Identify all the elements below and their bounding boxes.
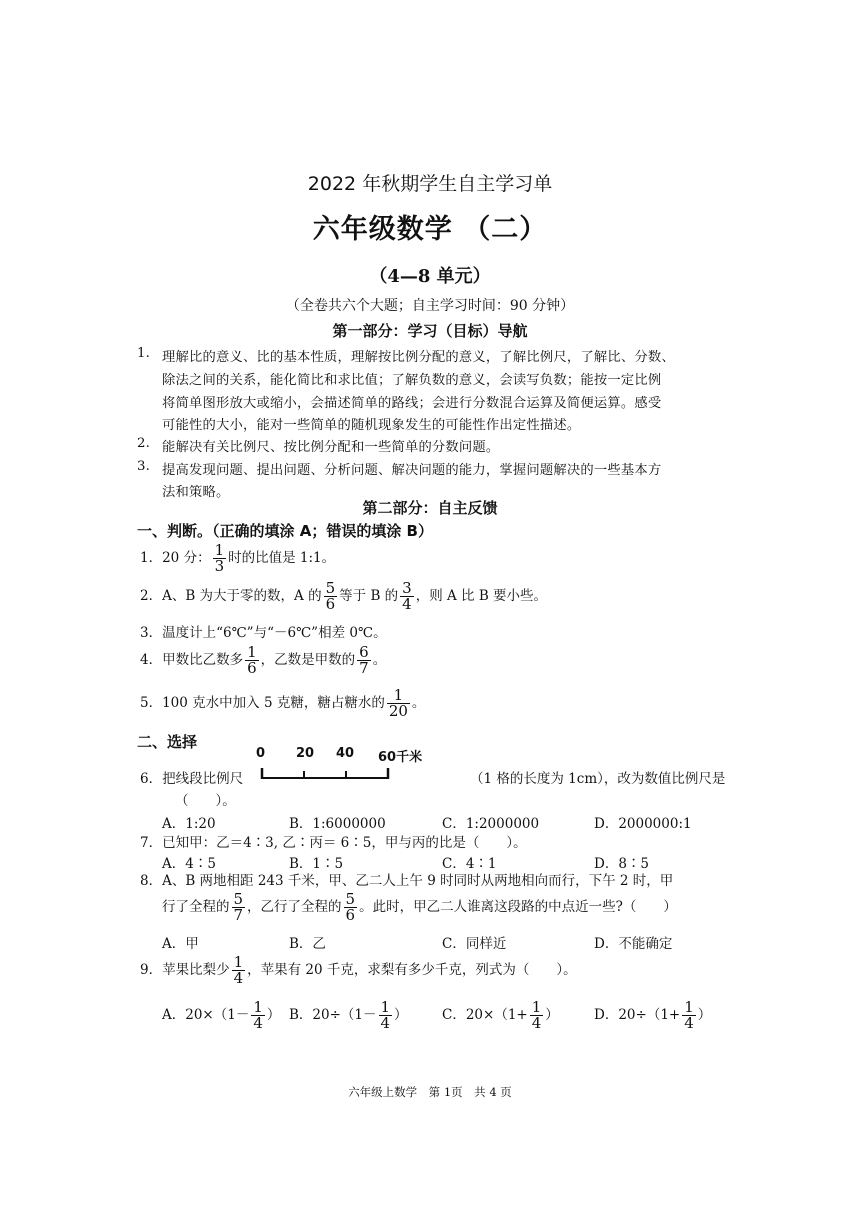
option-text: B．20÷（1－ bbox=[289, 1007, 377, 1023]
numerator: 1 bbox=[247, 643, 257, 661]
q-number: 9． bbox=[140, 962, 163, 978]
choice-question-8 bbox=[140, 869, 673, 889]
exam-info: （全卷共六个大题；自主学习时间：90 分钟） bbox=[285, 298, 575, 314]
denominator: 4 bbox=[684, 1014, 694, 1032]
q8-option-c: C．同样近 bbox=[442, 936, 507, 952]
ruler-label: 0 bbox=[256, 746, 266, 761]
ruler-label: 60千米 bbox=[378, 750, 423, 765]
judge-section-title: 一、判断。（正确的填涂 A；错误的填涂 B） bbox=[137, 522, 433, 540]
denominator: 4 bbox=[402, 595, 412, 613]
q-number: 4． bbox=[140, 652, 163, 668]
q-text: A、B 两地相距 243 千米，甲、乙二人上午 9 时同时从两地相向而行，下午 2 时，甲 bbox=[162, 873, 674, 889]
goal-3-num: 3. bbox=[137, 459, 151, 474]
goal-3-line: 法和策略。 bbox=[162, 485, 230, 500]
choice-question-9 bbox=[140, 955, 577, 986]
judge-question-2 bbox=[140, 581, 547, 612]
page-footer: 六年级上数学 第 1页 共 4 页 bbox=[348, 1085, 512, 1099]
q-text: 已知甲：乙＝4∶3, 乙∶丙＝ 6∶5，甲与丙的比是（ ）。 bbox=[162, 835, 527, 851]
q8-option-d: D．不能确定 bbox=[594, 936, 673, 952]
goal-1-line: 理解比的意义、比的基本性质，理解按比例分配的意义，了解比例尺，了解比、分数、 bbox=[162, 350, 675, 365]
q9-option-d bbox=[594, 1000, 711, 1031]
goal-3-line: 提高发现问题、提出问题、分析问题、解决问题的能力，掌握问题解决的一些基本方 bbox=[162, 463, 662, 478]
units-range: （4—8 单元） bbox=[369, 266, 491, 287]
q6-option-c: C．1:2000000 bbox=[442, 816, 540, 832]
choice-question-7 bbox=[140, 831, 527, 851]
judge-question-3 bbox=[140, 621, 387, 641]
q-text: A、B 为大于零的数，A 的 bbox=[162, 588, 322, 604]
fraction bbox=[400, 581, 414, 612]
denominator: 6 bbox=[247, 659, 257, 677]
ruler-label: 40 bbox=[336, 746, 355, 761]
goal-1-num: 1. bbox=[137, 346, 151, 361]
q-text: ，苹果有 20 千克，求梨有多少千克，列式为（ ）。 bbox=[247, 962, 577, 978]
fraction bbox=[251, 1000, 265, 1031]
numerator: 5 bbox=[325, 579, 336, 597]
judge-question-5 bbox=[140, 688, 425, 719]
fraction bbox=[387, 688, 410, 719]
q-text: 。此时，甲乙二人谁离这段路的中点近一些?（ ） bbox=[359, 899, 677, 915]
q8-line2 bbox=[162, 892, 677, 923]
q-number: 7． bbox=[140, 835, 163, 851]
doc-subtitle: 六年级数学 （二） bbox=[312, 214, 548, 245]
option-text: C．20×（1+ bbox=[442, 1007, 528, 1023]
choice-section-title: 二、选择 bbox=[137, 733, 198, 751]
numerator: 1 bbox=[531, 998, 542, 1016]
q9-option-b bbox=[289, 1000, 408, 1031]
q-text: 100 克水中加入 5 克糖，糖占糖水的 bbox=[162, 695, 385, 711]
q6-option-a: A．1:20 bbox=[162, 816, 216, 832]
numerator: 1 bbox=[380, 998, 391, 1016]
q-text: 。 bbox=[372, 652, 387, 668]
q7-option-d: D．8∶5 bbox=[594, 856, 650, 872]
numerator: 5 bbox=[345, 890, 356, 908]
fraction bbox=[530, 1000, 544, 1031]
q6-text-b: （1 格的长度为 1cm），改为数值比例尺是 bbox=[470, 771, 726, 787]
q-text: 把线段比例尺 bbox=[162, 771, 244, 787]
q-text: 甲数比乙数多 bbox=[162, 652, 244, 668]
fraction bbox=[682, 1000, 696, 1031]
q-text: ，则 A 比 B 要小些。 bbox=[415, 588, 548, 604]
judge-question-4 bbox=[140, 645, 386, 676]
q9-option-c bbox=[442, 1000, 559, 1031]
goal-2-line: 能解决有关比例尺、按比例分配和一些简单的分数问题。 bbox=[162, 440, 500, 455]
ruler-label: 20 bbox=[296, 746, 315, 761]
fraction bbox=[324, 581, 338, 612]
scale-ruler bbox=[256, 746, 456, 786]
q-number: 1． bbox=[140, 550, 163, 566]
part1-heading: 第一部分：学习（目标）导航 bbox=[332, 322, 528, 340]
q-text: 行了全程的 bbox=[162, 899, 230, 915]
fraction bbox=[232, 955, 246, 986]
q7-option-a: A．4∶5 bbox=[162, 856, 216, 872]
q7-option-c: C．4∶1 bbox=[442, 856, 497, 872]
numerator: 5 bbox=[233, 890, 244, 908]
denominator: 6 bbox=[325, 595, 336, 613]
denominator: 4 bbox=[380, 1014, 391, 1032]
judge-question-1 bbox=[140, 543, 335, 574]
q-text: 温度计上“6℃”与“－6℃”相差 0℃。 bbox=[162, 625, 387, 641]
option-text: ） bbox=[545, 1007, 559, 1023]
option-text: D．20÷（1+ bbox=[594, 1007, 681, 1023]
q-text: ，乙数是甲数的 bbox=[260, 652, 356, 668]
option-text: ） bbox=[394, 1007, 408, 1023]
doc-title: 2022 年秋期学生自主学习单 bbox=[307, 173, 553, 195]
numerator: 1 bbox=[214, 541, 225, 559]
fraction bbox=[344, 892, 358, 923]
denominator: 7 bbox=[359, 659, 369, 677]
fraction bbox=[213, 543, 227, 574]
denominator: 6 bbox=[345, 906, 356, 924]
goal-1-line: 将简单图形放大或缩小，会描述简单的路线；会进行分数混合运算及简便运算。感受 bbox=[162, 396, 662, 411]
numerator: 1 bbox=[387, 688, 410, 704]
denominator: 4 bbox=[233, 969, 244, 987]
option-text: A．20×（1－ bbox=[162, 1007, 250, 1023]
q6-option-b: B．1:6000000 bbox=[289, 816, 386, 832]
ruler-graphic bbox=[256, 746, 456, 786]
denominator: 4 bbox=[253, 1014, 263, 1032]
option-text: ） bbox=[266, 1007, 281, 1023]
goal-1-line: 除法之间的关系，能化简比和求比值；了解负数的意义，会读写负数；能按一定比例 bbox=[162, 373, 662, 388]
fraction bbox=[245, 645, 259, 676]
denominator: 20 bbox=[388, 702, 408, 720]
q8-option-a: A．甲 bbox=[162, 936, 199, 952]
denominator: 7 bbox=[233, 906, 244, 924]
fraction bbox=[357, 645, 371, 676]
numerator: 3 bbox=[402, 579, 412, 597]
goal-1-line: 可能性的大小，能对一些简单的随机现象发生的可能性作出定性描述。 bbox=[162, 418, 581, 433]
q-text: 20 分： bbox=[162, 550, 211, 566]
q-text: 等于 B 的 bbox=[339, 588, 399, 604]
fraction bbox=[232, 892, 246, 923]
q-text: 时的比值是 1:1。 bbox=[228, 550, 336, 566]
q6-option-d: D．2000000:1 bbox=[594, 816, 692, 832]
q9-option-a bbox=[162, 1000, 280, 1031]
q-number: 5． bbox=[140, 695, 163, 711]
part2-heading: 第二部分：自主反馈 bbox=[362, 499, 498, 517]
q-text: ，乙行了全程的 bbox=[247, 899, 342, 915]
q6-text-c: （ ）。 bbox=[175, 793, 236, 809]
q-number: 3． bbox=[140, 625, 163, 641]
q-number: 6． bbox=[140, 771, 163, 787]
numerator: 1 bbox=[233, 953, 244, 971]
q-text: 苹果比梨少 bbox=[162, 962, 230, 978]
numerator: 1 bbox=[253, 998, 263, 1016]
choice-question-6 bbox=[140, 767, 243, 787]
numerator: 1 bbox=[684, 998, 694, 1016]
q-number: 8． bbox=[140, 873, 163, 889]
numerator: 6 bbox=[359, 643, 369, 661]
q-text: 。 bbox=[411, 695, 426, 711]
option-text: ） bbox=[697, 1007, 712, 1023]
denominator: 4 bbox=[531, 1014, 542, 1032]
goal-2-num: 2. bbox=[137, 436, 151, 451]
denominator: 3 bbox=[214, 557, 225, 575]
fraction bbox=[379, 1000, 393, 1031]
q8-option-b: B．乙 bbox=[289, 936, 326, 952]
q7-option-b: B．1∶5 bbox=[289, 856, 344, 872]
q-number: 2． bbox=[140, 588, 163, 604]
